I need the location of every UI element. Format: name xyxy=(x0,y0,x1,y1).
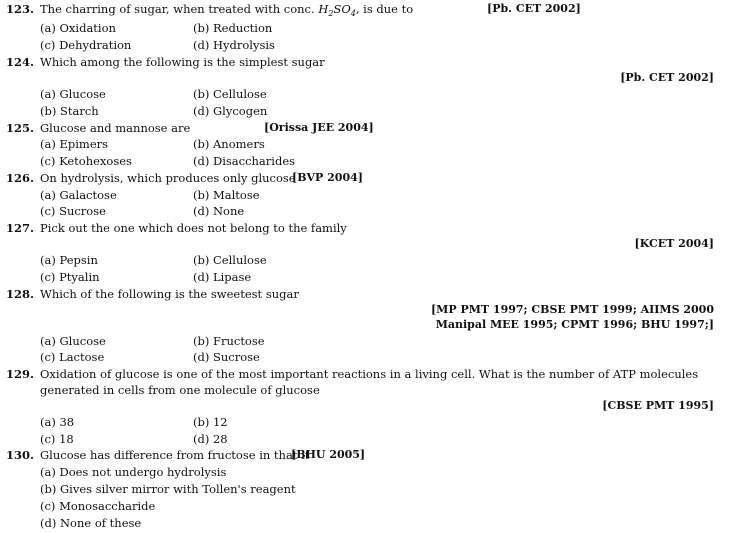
option-a: (a) Glucose xyxy=(40,334,106,348)
question-text: Oxidation of glucose is one of the most important reactions in a living cell. What is the number of ATP molecules generated in cells from one molecule of glucose xyxy=(40,367,699,397)
source-tag: [Pb. CET 2002] xyxy=(487,2,581,15)
question-130 xyxy=(0,447,743,463)
option-c: (c) 18 xyxy=(40,432,74,446)
formula: $H_2SO_4$ xyxy=(318,2,356,18)
options-row xyxy=(0,498,743,514)
option-a: (a) Oxidation xyxy=(40,21,116,35)
option-a: (a) Glucose xyxy=(40,87,106,101)
options-row xyxy=(0,431,743,447)
question-text: Pick out the one which does not belong to the family xyxy=(40,221,347,235)
question-text: Glucose has difference from fructose in that it xyxy=(40,448,310,462)
option-d: (d) Sucrose xyxy=(193,350,260,364)
options-row xyxy=(0,20,743,36)
option-b-starch: (b) Starch xyxy=(40,104,99,118)
option-a: (a) Galactose xyxy=(40,188,117,202)
option-a: (a) Epimers xyxy=(40,137,109,151)
question-number: 127. xyxy=(6,221,35,235)
question-text: Glucose and mannose are xyxy=(40,121,191,135)
options-row xyxy=(0,252,743,268)
options-row xyxy=(0,349,743,365)
options-row xyxy=(0,464,743,480)
source-row xyxy=(0,398,743,414)
options-row xyxy=(0,203,743,219)
question-text: On hydrolysis, which produces only glucose xyxy=(40,171,296,185)
option-b: (b) Gives silver mirror with Tollen's reagent xyxy=(40,482,296,496)
question-number: 130. xyxy=(6,448,35,462)
option-c: (c) Ketohexoses xyxy=(40,154,132,168)
option-b: (b) 12 xyxy=(193,415,228,429)
question-129 xyxy=(0,366,743,398)
question-number: 126. xyxy=(6,171,35,185)
options-row xyxy=(0,37,743,53)
source-tag: [BVP 2004] xyxy=(292,171,363,184)
question-number: 124. xyxy=(6,55,35,69)
option-b: (b) Fructose xyxy=(193,334,265,348)
option-b: (b) Reduction xyxy=(193,21,273,35)
options-row xyxy=(0,414,743,430)
question-text: Which among the following is the simplest sugar xyxy=(40,55,325,69)
question-128 xyxy=(0,286,743,302)
source-tag: [Pb. CET 2002] xyxy=(620,71,714,84)
question-123 xyxy=(0,1,743,17)
question-text: The charring of sugar, when treated with conc. $H_2SO_4$, is due to xyxy=(40,2,414,18)
option-d: (d) Glycogen xyxy=(193,104,268,118)
source-row xyxy=(0,236,743,252)
source-tag: [MP PMT 1997; CBSE PMT 1999; AIIMS 2000 xyxy=(430,303,714,316)
option-c: (c) Monosaccharide xyxy=(40,499,156,513)
option-d: (d) 28 xyxy=(193,432,228,446)
option-b: (b) Cellulose xyxy=(193,253,267,267)
source-tag: [KCET 2004] xyxy=(634,237,714,250)
options-row xyxy=(0,333,743,349)
option-d: (d) None of these xyxy=(40,516,142,530)
source-row xyxy=(0,317,743,333)
option-d: (d) Lipase xyxy=(193,270,252,284)
options-row xyxy=(0,103,743,119)
question-124 xyxy=(0,54,743,70)
options-row xyxy=(0,515,743,531)
option-d: (d) Disaccharides xyxy=(193,154,296,168)
question-number: 129. xyxy=(6,367,35,381)
source-tag: Manipal MEE 1995; CPMT 1996; BHU 1997;] xyxy=(435,318,714,331)
option-c: (c) Lactose xyxy=(40,350,105,364)
question-number: 128. xyxy=(6,287,35,301)
option-b: (b) Anomers xyxy=(193,137,265,151)
option-b: (b) Maltose xyxy=(193,188,260,202)
option-d: (d) Hydrolysis xyxy=(193,38,275,52)
option-a: (a) Pepsin xyxy=(40,253,98,267)
option-c: (c) Ptyalin xyxy=(40,270,100,284)
question-number: 125. xyxy=(6,121,35,135)
question-126 xyxy=(0,170,743,186)
option-c: (c) Dehydration xyxy=(40,38,132,52)
source-tag: [Orissa JEE 2004] xyxy=(264,121,374,134)
option-d: (d) None xyxy=(193,204,245,218)
question-125 xyxy=(0,120,743,136)
options-row xyxy=(0,86,743,102)
options-row xyxy=(0,269,743,285)
options-row xyxy=(0,187,743,203)
source-tag: [CBSE PMT 1995] xyxy=(602,399,714,412)
options-row xyxy=(0,481,743,497)
question-text: Which of the following is the sweetest sugar xyxy=(40,287,299,301)
option-b: (b) Cellulose xyxy=(193,87,267,101)
source-tag: [BHU 2005] xyxy=(291,448,366,461)
option-a: (a) Does not undergo hydrolysis xyxy=(40,465,227,479)
option-a: (a) 38 xyxy=(40,415,75,429)
options-row xyxy=(0,153,743,169)
question-number: 123. xyxy=(6,2,35,16)
source-row xyxy=(0,302,743,318)
question-127 xyxy=(0,220,743,236)
source-row xyxy=(0,70,743,86)
options-row xyxy=(0,136,743,152)
option-c: (c) Sucrose xyxy=(40,204,106,218)
